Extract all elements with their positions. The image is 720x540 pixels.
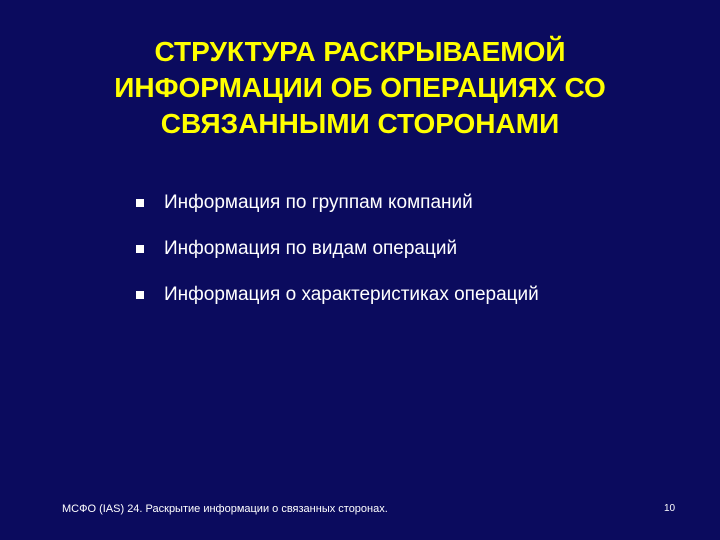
page-number: 10: [664, 503, 676, 514]
slide-title: [40, 34, 680, 142]
title-line-1: СТРУКТУРА РАСКРЫВАЕМОЙ: [154, 36, 566, 67]
bullet-text: Информация по видам операций: [164, 238, 458, 259]
square-bullet-icon: [136, 199, 144, 207]
title-line-3: СВЯЗАННЫМИ СТОРОНАМИ: [160, 108, 560, 139]
slide-footer: МСФО (IAS) 24. Раскрытие информации о связанных сторонах.: [62, 503, 388, 515]
square-bullet-icon: [136, 291, 144, 299]
bullet-text: Информация о характеристиках операций: [164, 284, 539, 305]
bullet-text: Информация по группам компаний: [164, 192, 473, 213]
square-bullet-icon: [136, 245, 144, 253]
title-line-2: ИНФОРМАЦИИ ОБ ОПЕРАЦИЯХ СО: [114, 72, 606, 103]
